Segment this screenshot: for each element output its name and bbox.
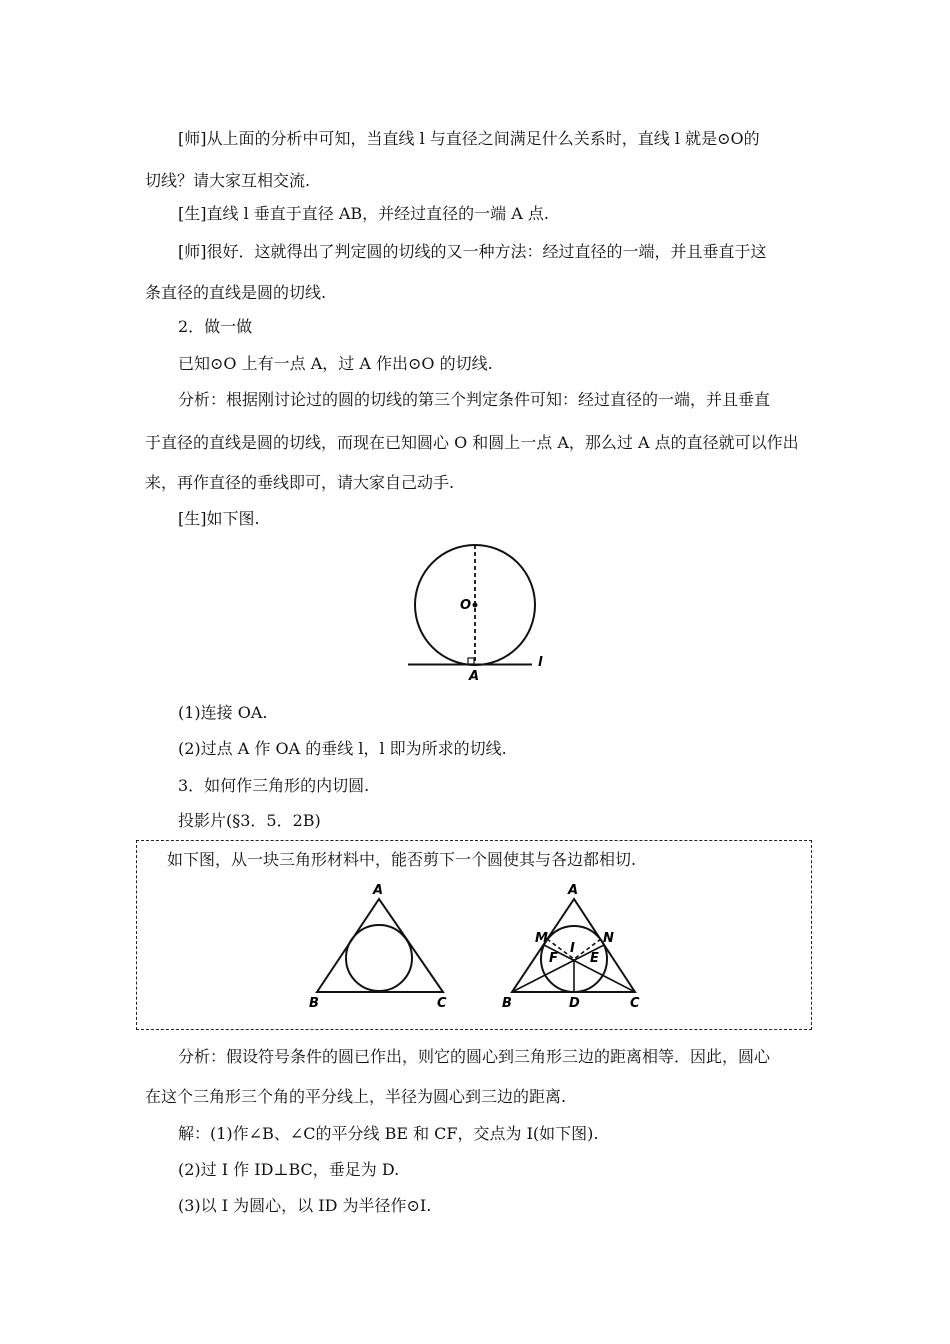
paragraph: 切线？请大家互相交流. xyxy=(145,171,311,190)
box-text: 如下图，从一块三角形材料中，能否剪下一个圆使其与各边都相切. xyxy=(167,850,637,869)
section-heading: 2．做一做 xyxy=(178,317,253,336)
label-b: B xyxy=(309,996,319,1011)
label-f: F xyxy=(549,951,558,966)
paragraph: [生]如下图. xyxy=(178,509,260,528)
incircle-construction-figure xyxy=(497,881,647,1011)
paragraph: 已知⊙O 上有一点 A，过 A 作出⊙O 的切线. xyxy=(178,354,493,373)
label-a: A xyxy=(568,883,579,898)
paragraph: [师]很好．这就得出了判定圆的切线的又一种方法：经过直径的一端，并且垂直于这 xyxy=(178,242,767,261)
label-m: M xyxy=(535,931,548,946)
right-angle-mark xyxy=(468,658,474,664)
label-a: A xyxy=(469,669,480,683)
label-o: O xyxy=(460,598,472,613)
tangent-line-figure xyxy=(400,538,560,683)
paragraph: 于直径的直线是圆的切线，而现在已知圆心 O 和圆上一点 A，那么过 A 点的直径就可以作出 xyxy=(145,433,799,452)
paragraph: [生]直线 l 垂直于直径 AB，并经过直径的一端 A 点. xyxy=(178,204,549,223)
label-e: E xyxy=(590,951,599,966)
paragraph: (3)以 I 为圆心，以 ID 为半径作⊙I. xyxy=(178,1196,432,1215)
paragraph: 投影片(§3．5．2B) xyxy=(178,811,321,830)
paragraph: 来，再作直径的垂线即可，请大家自己动手. xyxy=(145,473,455,492)
label-i: I xyxy=(570,941,575,956)
incircle xyxy=(346,925,412,991)
center-point xyxy=(473,603,478,608)
section-heading: 3．如何作三角形的内切圆. xyxy=(178,776,370,795)
label-a: A xyxy=(373,883,384,898)
paragraph: (2)过 I 作 ID⊥BC，垂足为 D. xyxy=(178,1160,400,1179)
paragraph: [师]从上面的分析中可知，当直线 l 与直径之间满足什么关系时，直线 l 就是⊙O的 xyxy=(178,129,760,148)
label-n: N xyxy=(603,931,614,946)
projection-box xyxy=(136,840,812,1030)
paragraph: (1)连接 OA. xyxy=(178,703,268,722)
paragraph: 分析：根据刚讨论过的圆的切线的第三个判定条件可知：经过直径的一端，并且垂直 xyxy=(178,390,771,409)
paragraph: 条直径的直线是圆的切线. xyxy=(145,283,327,302)
label-c: C xyxy=(630,996,640,1011)
label-b: B xyxy=(502,996,512,1011)
label-c: C xyxy=(437,996,447,1011)
paragraph: (2)过点 A 作 OA 的垂线 l，l 即为所求的切线. xyxy=(178,739,507,758)
paragraph: 分析：假设符号条件的圆已作出，则它的圆心到三角形三边的距离相等．因此，圆心 xyxy=(178,1047,771,1066)
label-l: l xyxy=(538,655,543,670)
paragraph: 在这个三角形三个角的平分线上，半径为圆心到三边的距离. xyxy=(145,1087,567,1106)
paragraph: 解：(1)作∠B、∠C的平分线 BE 和 CF，交点为 I(如下图). xyxy=(178,1124,599,1143)
label-d: D xyxy=(569,996,580,1011)
triangle-figure xyxy=(307,881,457,1011)
